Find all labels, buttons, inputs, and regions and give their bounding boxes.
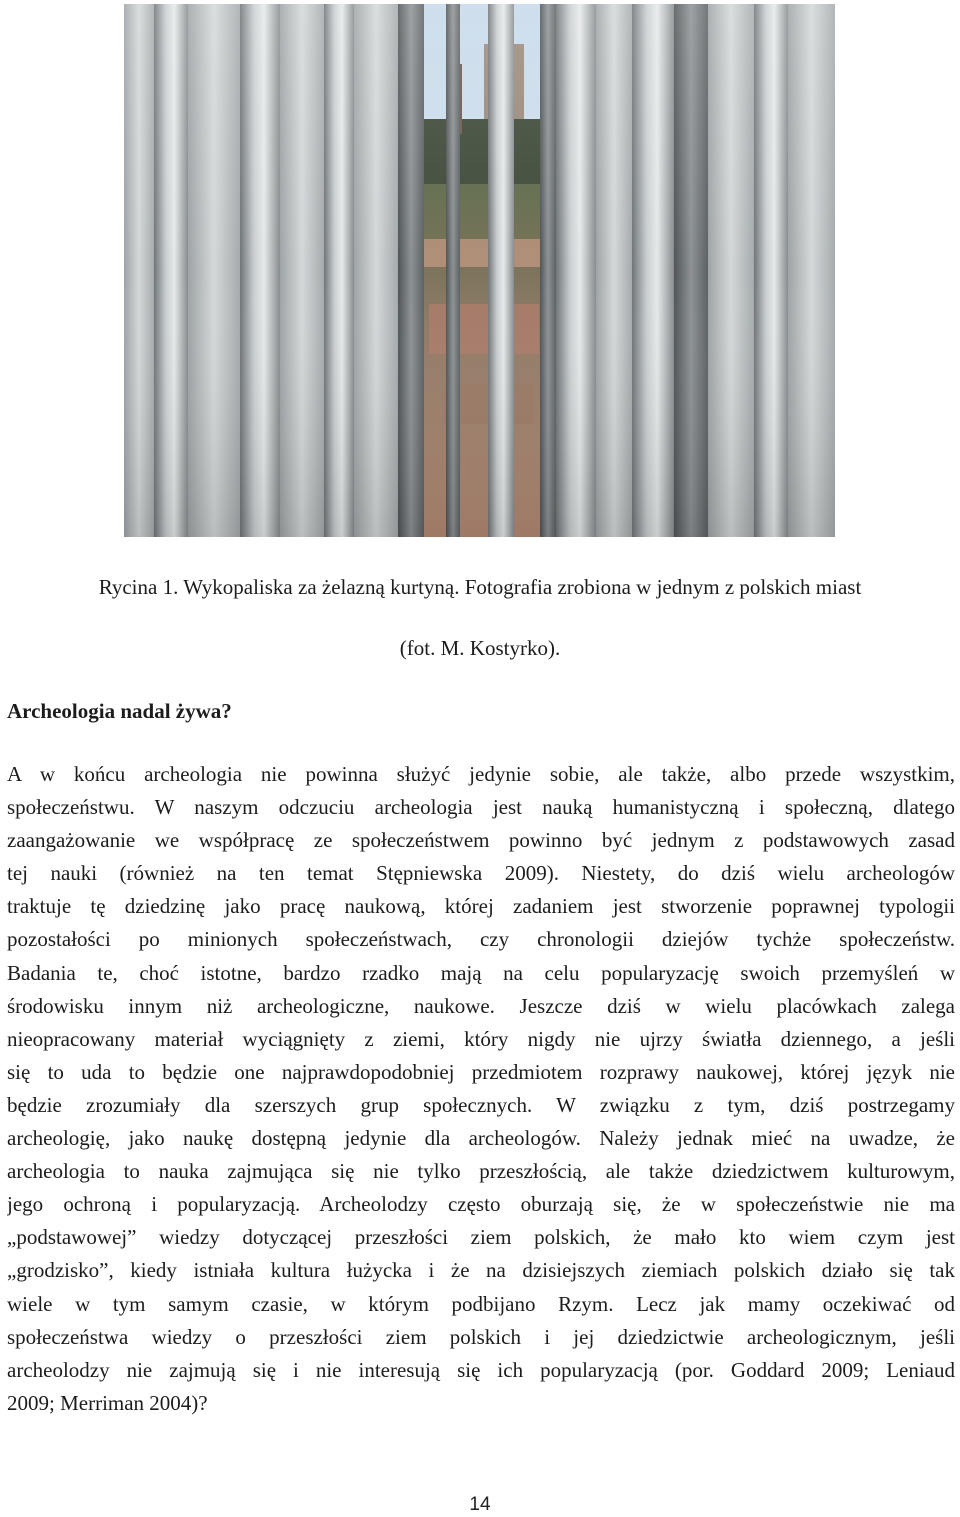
figure-caption: Rycina 1. Wykopaliska za żelazną kurtyną. Fotografia zrobiona w jednym z polskich miast (98, 575, 862, 599)
paragraph-line: „grodzisko”, kiedy istniała kultura łużycka i że na dzisiejszych ziemiach polskich działo się tak (7, 1258, 955, 1283)
paragraph-line: pozostałości po minionych społeczeństwach, czy chronologii dziejów tychże społeczeństw. (7, 927, 955, 952)
paragraph-line: archeolodzy nie zajmują się i nie interesują się ich popularyzacją (por. Goddard 2009; Leniaud (7, 1357, 955, 1382)
paragraph-line: tej nauki (również na ten temat Stępniewska 2009). Niestety, do dziś wielu archeologów (7, 861, 955, 886)
paragraph-line: się to uda to będzie one najprawdopodobniej przedmiotem rozprawy naukowej, której język nie (7, 1059, 955, 1084)
paragraph-line: A w końcu archeologia nie powinna służyć jedynie sobie, ale także, albo przede wszystkim, (7, 762, 955, 786)
paragraph-line: nieopracowany materiał wyciągnięty z ziemi, który nigdy nie ujrzy światła dziennego, a jeśli (7, 1026, 955, 1051)
page-number: 14 (469, 1494, 491, 1515)
paragraph-line: będzie zrozumiały dla szerszych grup społecznych. W związku z tym, dziś postrzegamy (7, 1092, 955, 1117)
paragraph-line: społeczeństwu. W naszym odczuciu archeologia jest nauką humanistyczną i społeczną, dlatego (7, 795, 955, 820)
paragraph-line: wiele w tym samym czasie, w którym podbijano Rzym. Lecz jak mamy oczekiwać od (7, 1291, 955, 1316)
paragraph-line: archeologia to nauka zajmująca się nie tylko przeszłością, ale także dziedzictwem kulturowym, (7, 1159, 955, 1184)
section-heading: Archeologia nadal żywa? (7, 699, 232, 723)
paragraph-line: „podstawowej” wiedzy dotyczącej przeszłości ziem polskich, że mało kto wiem czym jest (7, 1225, 955, 1250)
paragraph-line: jego ochroną i popularyzacją. Archeolodzy często oburzają się, że w społeczeństwie nie ma (7, 1192, 955, 1217)
paragraph-line: zaangażowanie we współpracę ze społeczeństwem powinno być jednym z podstawowych zasad (7, 828, 955, 853)
fence-photo (124, 4, 835, 537)
figure-caption-credit: (fot. M. Kostyrko). (399, 636, 561, 660)
paragraph-line: 2009; Merriman 2004)? (7, 1390, 208, 1415)
paragraph-line: traktuje tę dziedzinę jako pracę naukową, której zadaniem jest stworzenie poprawnej typologii (7, 894, 955, 919)
paragraph-line: środowisku innym niż archeologiczne, naukowe. Jeszcze dziś w wielu placówkach zalega (7, 993, 955, 1018)
body-paragraph (7, 758, 955, 1420)
paragraph-line: archeologię, jako naukę dostępną jedynie dla archeologów. Należy jednak mieć na uwadze, że (7, 1126, 955, 1151)
paragraph-line: Badania te, choć istotne, bardzo rzadko mają na celu popularyzację swoich przemyśleń w (7, 960, 955, 985)
paragraph-line: społeczeństwa wiedzy o przeszłości ziem polskich i jej dziedzictwie archeologicznym, jeśli (7, 1324, 955, 1349)
